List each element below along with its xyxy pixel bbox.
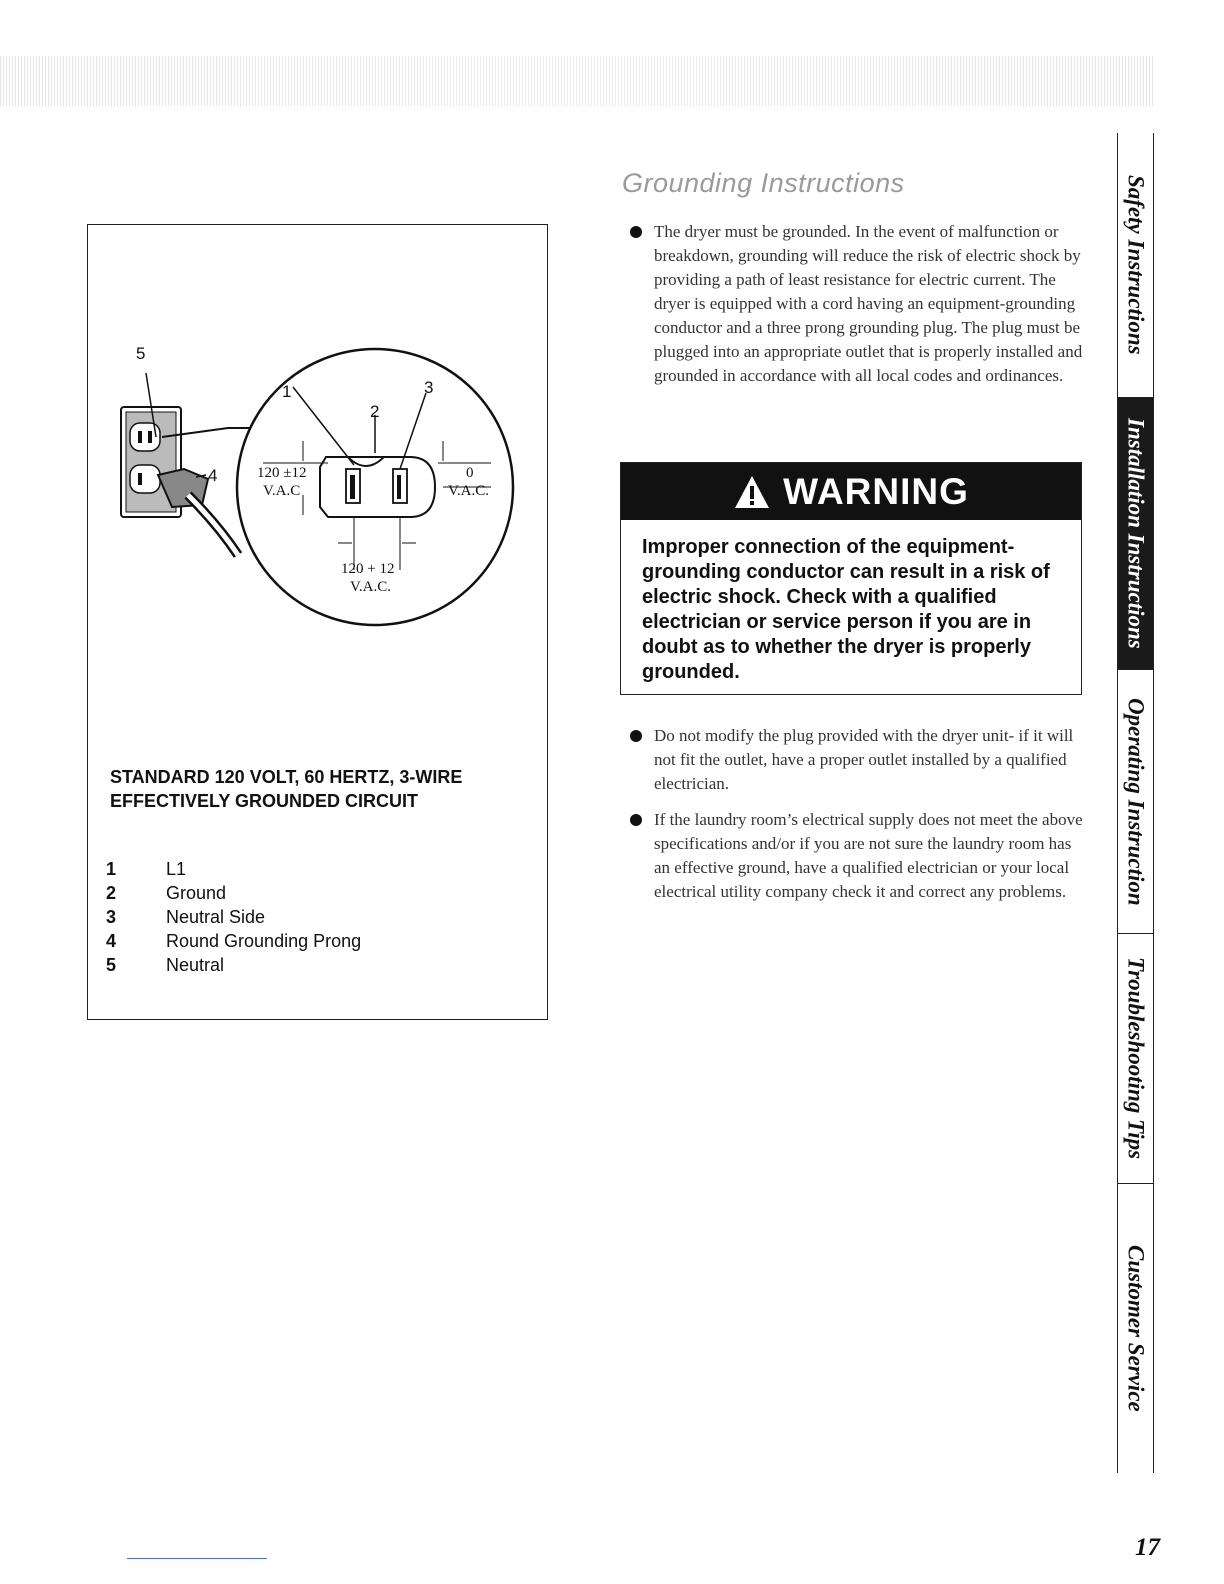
warning-triangle-icon [733,474,771,510]
tab-operating-instruction[interactable] [1118,669,1153,933]
right-voltage: 0 [466,465,474,481]
tab-label: Troubleshooting Tips [1123,957,1149,1160]
tab-installation-instructions[interactable] [1118,397,1153,669]
tab-troubleshooting-tips[interactable] [1118,933,1153,1183]
legend-number: 5 [106,955,117,975]
section-tabs [1117,133,1154,1473]
legend-label: Round Grounding Prong [166,931,362,951]
tab-label: Installation Instructions [1123,418,1149,649]
warning-box [620,462,1082,695]
tab-label: Safety Instructions [1123,175,1149,355]
legend-item [106,905,506,929]
legend-label: Ground [166,883,227,903]
bottom-unit: V.A.C. [350,579,391,595]
callout-3: 3 [424,378,434,397]
legend-item [106,929,506,953]
legend-number: 4 [106,931,117,951]
diagram-panel [87,224,548,1020]
left-voltage: 120 ±12 [257,465,307,481]
diagram-legend [106,857,506,977]
legend-label: Neutral [166,955,225,975]
warning-text: Improper connection of the equipment-grounding conductor can result in a risk of electric shock. Check with a qualified electrician or service person if you are in doubt as to whether the dryer is properly grounded. [642,536,1050,683]
paragraph-text: If the laundry room’s electrical supply does not meet the above specifications and/or if you are not sure the laundry room has an effective ground, have a qualified electrician or your local electrical utility company check it and correct any problems. [654,810,1083,901]
tab-label: Customer Service [1123,1245,1149,1412]
paragraph-supply [622,808,1088,904]
legend-number: 3 [106,907,117,927]
callout-1: 1 [282,382,292,401]
bullet-icon [630,814,642,826]
paragraph-text: The dryer must be grounded. In the event of malfunction or breakdown, grounding will reduce the risk of electric shock by providing a path of least resistance for electric current. The dryer is equipped with a cord having an equipment-grounding conductor and a three prong grounding plug. The plug must be plugged into an appropriate outlet that is properly installed and grounded in accordance with all local codes and ordinances. [654,222,1083,385]
outlet-diagram [88,225,546,745]
circuit-caption: STANDARD 120 VOLT, 60 HERTZ, 3-WIRE EFFECTIVELY GROUNDED CIRCUIT [110,767,463,811]
warning-title: WARNING [783,470,969,512]
legend-label: L1 [166,859,187,879]
legend-number: 1 [106,859,117,879]
footer-rule [127,1558,267,1559]
tab-label: Operating Instruction [1123,697,1149,906]
section-title: Grounding Instructions [622,168,905,198]
paragraph-grounding [622,220,1088,388]
legend-label: Neutral Side [166,907,266,927]
header-band [0,56,1154,106]
callout-5: 5 [136,344,146,363]
bullet-icon [630,226,642,238]
right-unit: V.A.C. [448,483,489,499]
warning-banner [621,463,1081,520]
bottom-voltage: 120 + 12 [341,561,395,577]
paragraph-text: Do not modify the plug provided with the dryer unit- if it will not fit the outlet, have a proper outlet installed by a qualified electrician. [654,726,1074,793]
page-number: 17 [1135,1534,1160,1561]
legend-item [106,881,506,905]
left-unit: V.A.C [263,483,301,499]
paragraph-plug [622,724,1088,796]
legend-number: 2 [106,883,117,903]
callout-2: 2 [370,402,380,421]
tab-safety-instructions[interactable] [1118,133,1153,397]
callout-4: 4 [208,466,218,485]
tab-customer-service[interactable] [1118,1183,1153,1473]
legend-item [106,857,506,881]
bullet-icon [630,730,642,742]
legend-item [106,953,506,977]
